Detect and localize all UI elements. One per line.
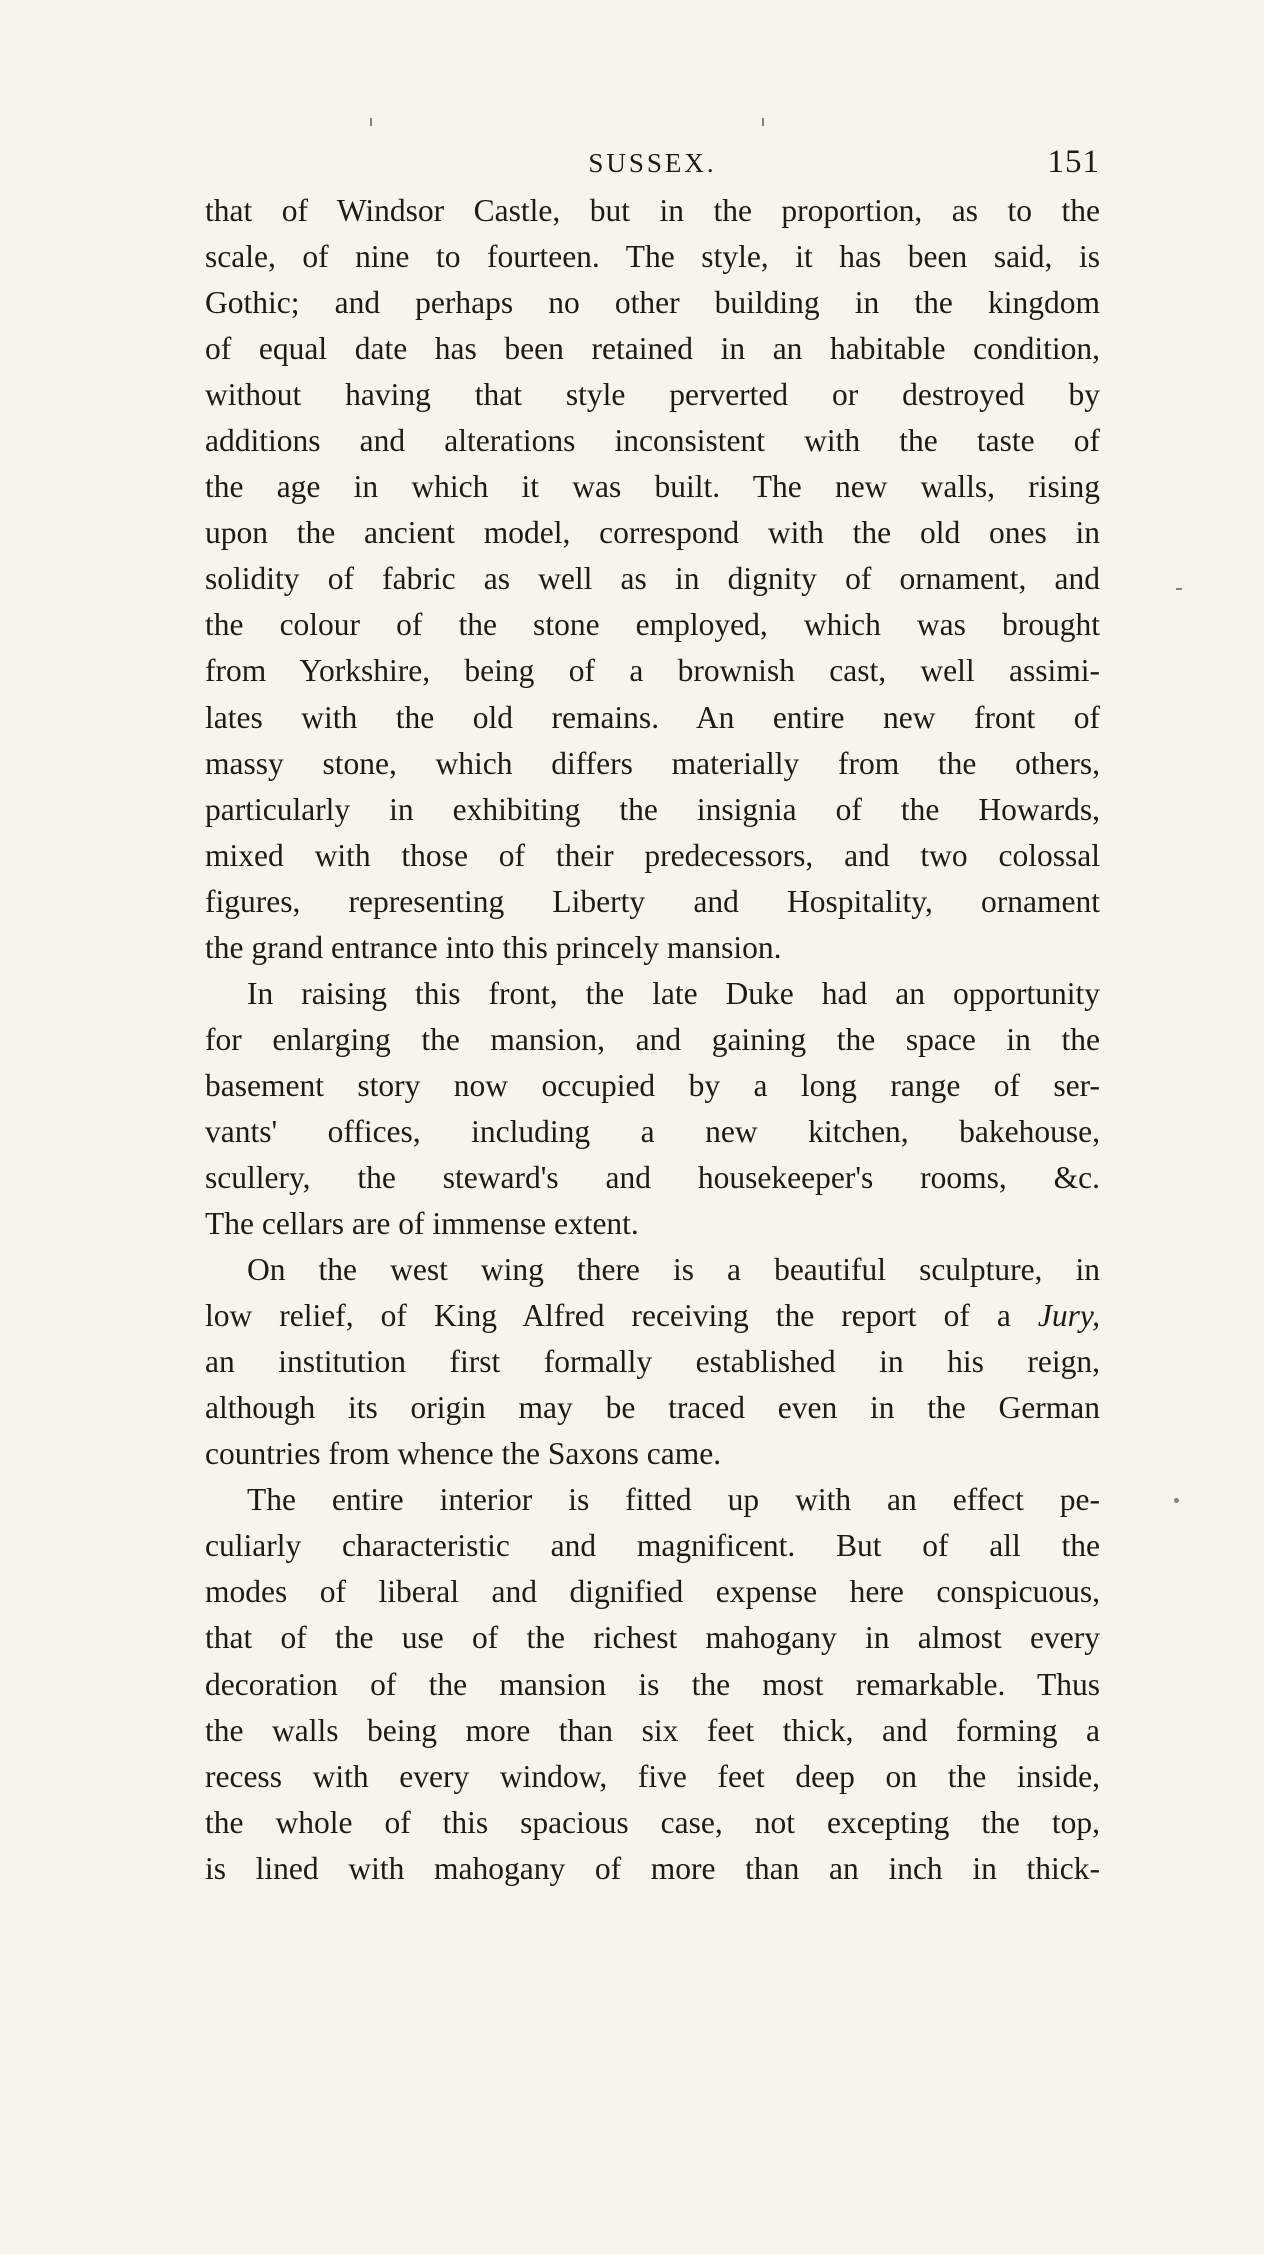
text-line: modes of liberal and dignified expense here conspicuous,: [205, 1574, 1100, 1610]
paper-speck: [762, 118, 764, 126]
text-line: additions and alterations inconsistent with the taste of: [205, 423, 1100, 459]
text-line: massy stone, which differs materially from the others,: [205, 745, 1100, 781]
text-line: In raising this front, the late Duke had an opportunity: [247, 975, 1100, 1011]
paper-speck: [1176, 588, 1182, 590]
text-line: upon the ancient model, correspond with the old ones in: [205, 515, 1100, 551]
text-line: of equal date has been retained in an habitable condition,: [205, 331, 1100, 367]
text-line: from Yorkshire, being of a brownish cast, well assimi-: [205, 653, 1100, 689]
text-line: the grand entrance into this princely mansion.: [205, 929, 782, 965]
text-line-with-italic: [205, 1293, 1100, 1339]
text-line: for enlarging the mansion, and gaining the space in the: [205, 1021, 1100, 1057]
text-line: basement story now occupied by a long range of ser-: [205, 1067, 1100, 1103]
text-line: the walls being more than six feet thick, and forming a: [205, 1712, 1100, 1748]
running-title: SUSSEX.: [588, 148, 717, 178]
paper-speck: [370, 118, 372, 126]
line-text: low relief, of King Alfred receiving the report of a: [205, 1298, 1011, 1334]
text-line: figures, representing Liberty and Hospitality, ornament: [205, 883, 1100, 919]
text-line: countries from whence the Saxons came.: [205, 1436, 722, 1472]
text-line: is lined with mahogany of more than an inch in thick-: [205, 1850, 1100, 1886]
text-line: although its origin may be traced even in the German: [205, 1390, 1100, 1426]
text-line: particularly in exhibiting the insignia of the Howards,: [205, 791, 1100, 827]
text-line: lates with the old remains. An entire new front of: [205, 699, 1100, 735]
body-text: [205, 188, 1100, 1892]
text-line: scale, of nine to fourteen. The style, it has been said, is: [205, 239, 1100, 275]
text-line: the colour of the stone employed, which was brought: [205, 607, 1100, 643]
text-line: vants' offices, including a new kitchen, bakehouse,: [205, 1113, 1100, 1149]
paper-speck: [1174, 1498, 1179, 1503]
text-line: scullery, the steward's and housekeeper's rooms, &c.: [205, 1159, 1100, 1195]
text-line: On the west wing there is a beautiful sculpture, in: [247, 1252, 1100, 1288]
text-line: an institution first formally established in his reign,: [205, 1344, 1100, 1380]
text-line: culiarly characteristic and magnificent. But of all the: [205, 1528, 1100, 1564]
text-line: Gothic; and perhaps no other building in the kingdom: [205, 285, 1100, 321]
text-line: the whole of this spacious case, not excepting the top,: [205, 1804, 1100, 1840]
text-line: mixed with those of their predecessors, and two colossal: [205, 837, 1100, 873]
text-line: solidity of fabric as well as in dignity of ornament, and: [205, 561, 1100, 597]
text-line: the age in which it was built. The new walls, rising: [205, 469, 1100, 505]
text-line: without having that style perverted or destroyed by: [205, 377, 1100, 413]
text-line: The cellars are of immense extent.: [205, 1206, 639, 1242]
italic-word: Jury,: [1037, 1298, 1101, 1334]
text-line: The entire interior is fitted up with an effect pe-: [247, 1482, 1100, 1518]
text-line: recess with every window, five feet deep on the inside,: [205, 1758, 1100, 1794]
text-line: that of the use of the richest mahogany in almost every: [205, 1620, 1100, 1656]
running-head: [205, 144, 1100, 188]
page-number: 151: [1047, 144, 1100, 180]
text-line: decoration of the mansion is the most remarkable. Thus: [205, 1666, 1100, 1702]
text-line: that of Windsor Castle, but in the proportion, as to the: [205, 193, 1100, 228]
